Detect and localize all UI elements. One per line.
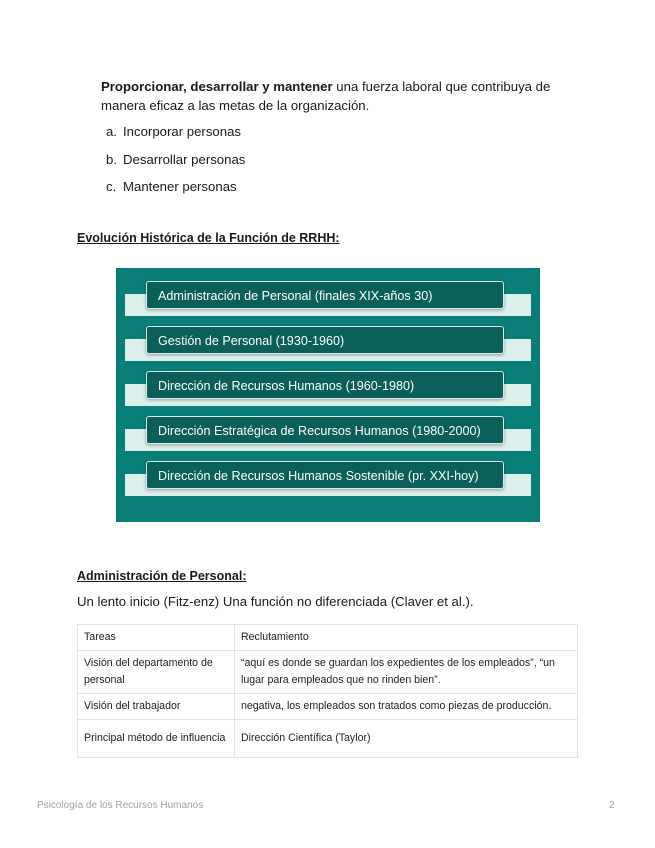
table-cell-label: Visión del trabajador <box>78 694 235 720</box>
stage-pill: Dirección de Recursos Humanos (1960-1980) <box>146 371 504 399</box>
page-number: 2 <box>609 800 615 811</box>
objectives-list <box>106 122 245 205</box>
objective-text: Mantener personas <box>123 179 237 194</box>
table-cell-value: Reclutamiento <box>235 625 578 651</box>
stage-pill: Gestión de Personal (1930-1960) <box>146 326 504 354</box>
evolution-heading: Evolución Histórica de la Función de RRHH: <box>77 231 340 245</box>
list-marker: b. <box>106 151 117 167</box>
objective-text: Incorporar personas <box>123 124 242 139</box>
objective-item <box>106 150 245 178</box>
table-cell-label: Visión del departamento de personal <box>78 651 235 694</box>
table-cell-label: Principal método de influencia <box>78 720 235 758</box>
intro-paragraph <box>101 77 561 115</box>
table-cell-value: negativa, los empleados son tratados como piezas de producción. <box>235 694 578 720</box>
table-row <box>78 694 578 720</box>
admin-lead-text: Un lento inicio (Fitz-enz) Una función no diferenciada (Claver et al.). <box>77 594 474 609</box>
objective-item <box>106 122 245 150</box>
admin-table <box>77 624 578 758</box>
table-cell-value: “aquí es donde se guardan los expedientes de los empleados”, “un lugar para empleados que no rinden bien”. <box>235 651 578 694</box>
list-marker: a. <box>106 124 117 139</box>
evolution-diagram <box>116 268 540 522</box>
table-cell-label: Tareas <box>78 625 235 651</box>
stage-pill: Administración de Personal (finales XIX-años 30) <box>146 281 504 309</box>
objective-item <box>106 177 245 205</box>
table-row <box>78 651 578 694</box>
footer-title: Psicología de los Recursos Humanos <box>37 800 204 811</box>
stage-pill: Dirección de Recursos Humanos Sostenible (pr. XXI-hoy) <box>146 461 504 489</box>
intro-rest-text: una fuerza laboral que contribuya de manera eficaz a las metas de la organización. <box>101 79 551 113</box>
table-row <box>78 720 578 758</box>
objective-text: Desarrollar personas <box>123 151 246 167</box>
stage-pill: Dirección Estratégica de Recursos Humanos (1980-2000) <box>146 416 504 444</box>
list-marker: c. <box>106 179 117 194</box>
admin-heading: Administración de Personal: <box>77 569 247 583</box>
table-cell-value: Dirección Científica (Taylor) <box>235 720 578 758</box>
table-row <box>78 625 578 651</box>
intro-bold-text: Proporcionar, desarrollar y mantener <box>101 79 333 94</box>
